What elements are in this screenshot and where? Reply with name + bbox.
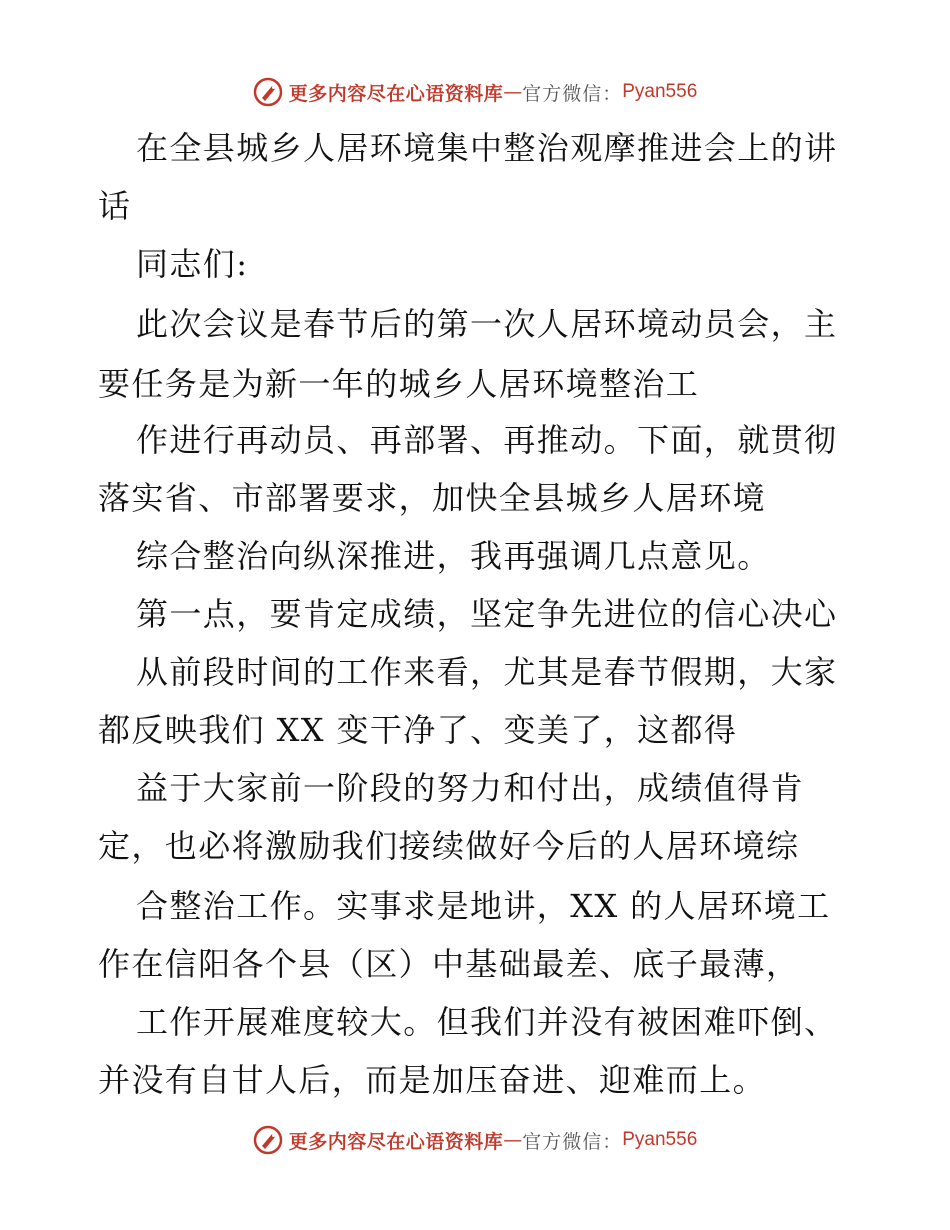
pen-nib-logo-icon [253, 1125, 283, 1155]
salutation: 同志们: [136, 245, 249, 283]
banner-official-label: 官方微信： [522, 1130, 623, 1153]
text-line: 都反映我们 XX 变干净了、变美了，这都得 [98, 711, 738, 749]
banner-brand-text: 更多内容尽在心语资料库 [288, 82, 504, 105]
text-line: 工作开展难度较大。但我们并没有被困难吓倒、 [136, 1003, 838, 1041]
text-line: 落实省、市部署要求，加快全县城乡人居环境 [98, 479, 767, 517]
banner-separator: — [503, 1129, 523, 1151]
header-watermark-banner [0, 70, 950, 114]
document-title-line-1: 在全县城乡人居环境集中整治观摩推进会上的讲 [136, 129, 838, 167]
section-heading: 第一点，要肯定成绩，坚定争先进位的信心决心 [136, 595, 838, 633]
text-line: 从前段时间的工作来看，尤其是春节假期，大家 [136, 653, 838, 691]
banner-account-id: Pyan556 [622, 81, 698, 102]
footer-watermark-banner [0, 1118, 950, 1162]
text-line: 合整治工作。实事求是地讲，XX 的人居环境工 [136, 887, 831, 925]
banner-separator: — [503, 81, 523, 103]
text-line: 益于大家前一阶段的努力和付出，成绩值得肯 [136, 769, 805, 807]
text-line: 此次会议是春节后的第一次人居环境动员会，主 [136, 305, 838, 343]
text-line: 综合整治向纵深推进，我再强调几点意见。 [136, 537, 771, 575]
banner-brand-text: 更多内容尽在心语资料库 [288, 1130, 504, 1153]
banner-account-id: Pyan556 [622, 1129, 698, 1150]
text-line: 并没有自甘人后，而是加压奋进、迎难而上。 [98, 1061, 767, 1099]
pen-nib-logo-icon [253, 77, 283, 107]
text-line: 作在信阳各个县（区）中基础最差、底子最薄， [98, 945, 800, 983]
banner-official-label: 官方微信： [522, 82, 623, 105]
text-line: 作进行再动员、再部署、再推动。下面，就贯彻 [136, 421, 838, 459]
text-line: 定，也必将激励我们接续做好今后的人居环境综 [98, 827, 800, 865]
text-line: 要任务是为新一年的城乡人居环境整治工 [98, 365, 700, 403]
document-title-line-2: 话 [98, 187, 132, 225]
